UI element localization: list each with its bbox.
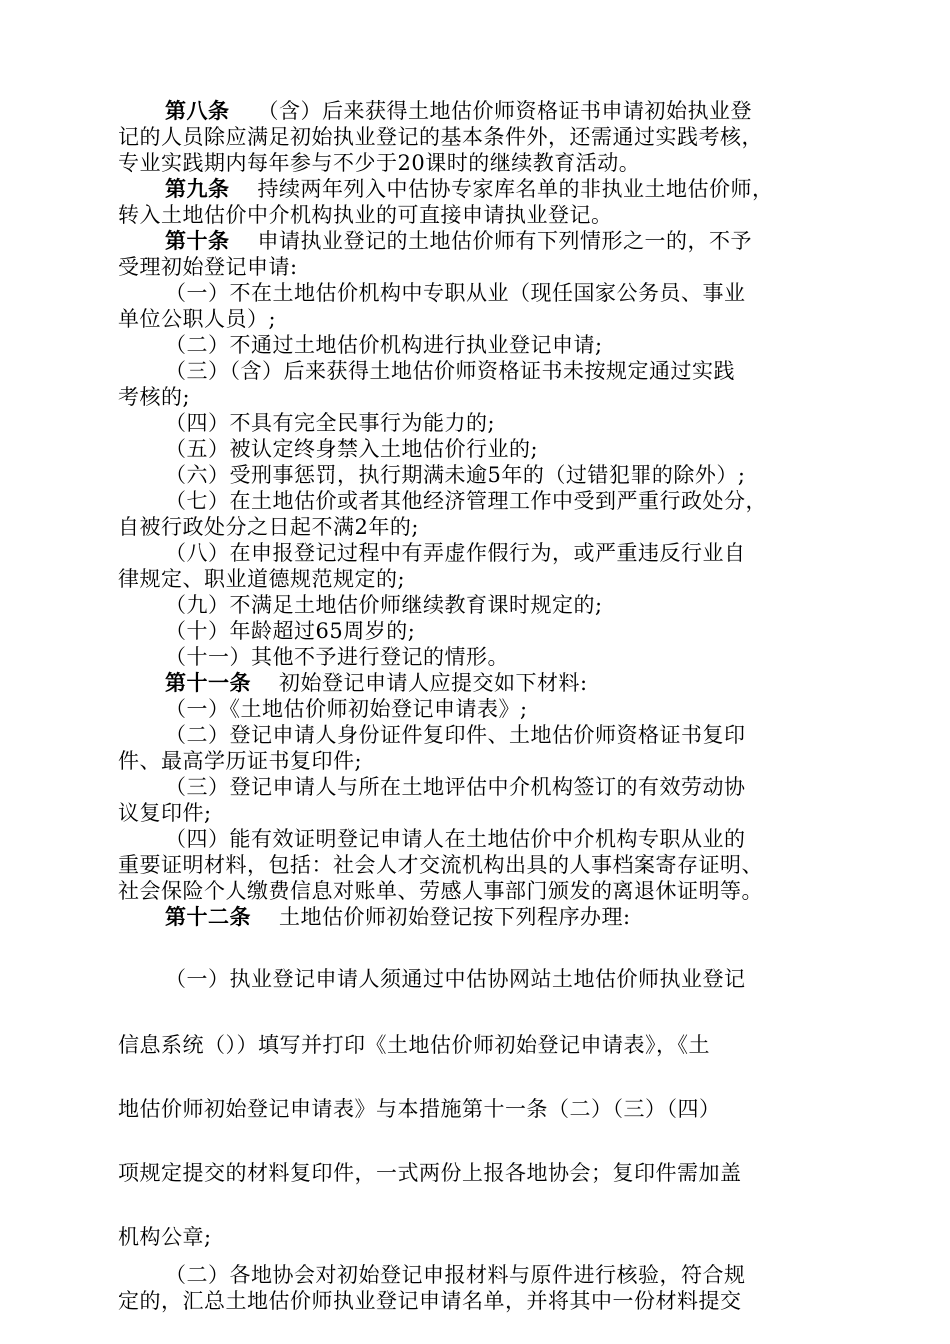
- article-12-item-2: （二）各地协会对初始登记申报材料与原件进行核验，符合规: [165, 1263, 746, 1287]
- article-11-item-2-cont: 件、最高学历证书复印件;: [118, 749, 363, 773]
- article-10-item-8-cont: 律规定、职业道德规范规定的;: [118, 567, 406, 591]
- article-10-item-10: （十）年龄超过65周岁的;: [165, 619, 416, 643]
- article-10-line-2: 受理初始登记申请:: [118, 255, 298, 279]
- article-10-item-8: （八）在申报登记过程中有弄虚作假行为，或严重违反行业自: [165, 541, 746, 565]
- article-12-item-1-cont-4: 机构公章;: [118, 1225, 212, 1249]
- article-10-item-7-cont: 自被行政处分之日起不满2年的;: [118, 515, 419, 539]
- article-10-item-9: （九）不满足土地估价师继续教育课时规定的;: [165, 593, 603, 617]
- article-11-text: 初始登记申请人应提交如下材料:: [279, 671, 588, 695]
- article-12-item-1-cont-1: 信息系统（））填写并打印《土地估价师初始登记申请表》，《土: [118, 1033, 710, 1057]
- article-8-line-1: [165, 98, 840, 124]
- article-8-line-3: 专业实践期内每年参与不少于20课时的继续教育活动。: [118, 151, 641, 175]
- article-11-item-2: （二）登记申请人身份证件复印件、土地估价师资格证书复印: [165, 723, 746, 747]
- article-10-item-1: （一）不在土地估价机构中专职从业（现任国家公务员、事业: [165, 281, 746, 305]
- article-10-text: 申请执业登记的土地估价师有下列情形之一的，不予: [257, 229, 752, 253]
- article-9-heading: 第九条: [165, 177, 230, 201]
- article-10-item-1-cont: 单位公职人员）;: [118, 307, 277, 331]
- article-10-item-11: （十一）其他不予进行登记的情形。: [165, 645, 509, 669]
- article-11-item-4-cont-1: 重要证明材料，包括：社会人才交流机构出具的人事档案寄存证明、: [118, 853, 763, 877]
- article-9-text: 持续两年列入中估协专家库名单的非执业土地估价师，: [257, 177, 774, 201]
- article-12-item-1-cont-3: 项规定提交的材料复印件，一式两份上报各地协会；复印件需加盖: [118, 1161, 742, 1185]
- article-8-line-2: 记的人员除应满足初始执业登记的基本条件外，还需通过实践考核，: [118, 125, 763, 149]
- article-11-heading: 第十一条: [165, 671, 251, 695]
- article-12-text: 土地估价师初始登记按下列程序办理:: [279, 905, 631, 929]
- article-8-heading: 第八条: [165, 99, 230, 123]
- article-9-line-2: 转入土地估价中介机构执业的可直接申请执业登记。: [118, 203, 613, 227]
- article-12-item-2-cont: 定的，汇总土地估价师执业登记申请名单，并将其中一份材料提交: [118, 1289, 742, 1313]
- article-10-heading: 第十条: [165, 229, 230, 253]
- article-11-item-4: （四）能有效证明登记申请人在土地估价中介机构专职从业的: [165, 827, 746, 851]
- article-11-item-3: （三）登记申请人与所在土地评估中介机构签订的有效劳动协: [165, 775, 746, 799]
- article-12-heading: 第十二条: [165, 905, 251, 929]
- article-12-item-1-cont-2: 地估价师初始登记申请表》与本措施第十一条（二）（三）（四）: [118, 1097, 721, 1121]
- article-12-item-1: （一）执业登记申请人须通过中估协网站土地估价师执业登记: [165, 967, 746, 991]
- article-10-item-2: （二）不通过土地估价机构进行执业登记申请;: [165, 333, 603, 357]
- article-10-item-4: （四）不具有完全民事行为能力的;: [165, 411, 496, 435]
- article-8-text: （含）后来获得土地估价师资格证书申请初始执业登: [257, 99, 752, 123]
- article-10-item-5: （五）被认定终身禁入土地估价行业的;: [165, 437, 539, 461]
- article-9-line-1: [165, 176, 840, 202]
- article-10-item-3-cont: 考核的;: [118, 385, 191, 409]
- article-11-item-4-cont-2: 社会保险个人缴费信息对账单、劳感人事部门颁发的离退休证明等。: [118, 879, 763, 903]
- article-12-line-1: [165, 904, 840, 930]
- article-10-line-1: [165, 228, 840, 254]
- article-11-item-3-cont: 议复印件;: [118, 801, 212, 825]
- article-10-item-6: （六）受刑事惩罚，执行期满未逾5年的（过错犯罪的除外）;: [165, 463, 746, 487]
- article-10-item-3: （三）（含）后来获得土地估价师资格证书未按规定通过实践: [165, 359, 735, 383]
- article-10-item-7: （七）在土地估价或者其他经济管理工作中受到严重行政处分，: [165, 489, 767, 513]
- article-11-item-1: （一）《土地估价师初始登记申请表》;: [165, 697, 528, 721]
- article-11-line-1: [165, 670, 840, 696]
